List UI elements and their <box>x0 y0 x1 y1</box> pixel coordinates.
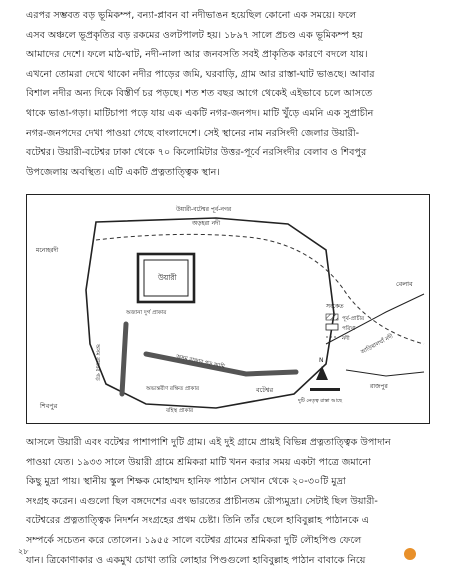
text-line: এরপর সম্ভবত বড় ভূমিকম্প, বন্যা-প্লাবন বা নদীভাঙন হয়েছিল কোনো এক সময়ে। ফলে <box>26 10 357 21</box>
site-map-drawing <box>26 194 430 424</box>
legend-item: নদী <box>342 336 350 342</box>
text-line: বিশাল নদীর অন্য দিকে বিস্তীর্ণ চর পড়ছে। শত শত বছর আগে থেকেই এইভাবে চলে আসতে <box>26 88 373 100</box>
page-number: ২৮ <box>18 547 29 556</box>
label-road-bottom: অসম রাজার গড় আমি <box>175 354 226 371</box>
text-line: যান। ত্রিকোণাকার ও একমুখ চোখা তারি লোহার পিণ্ডগুলো হাবিবুল্লাহ পাঠান বাবাকে নিয়ে <box>26 554 366 566</box>
text-line: আসলে উয়ারী এবং বটেশ্বর পাশাপাশি দুটি গ্রাম। এই দুই গ্রামে প্রায়ই বিভিন্ন প্রত্নতাত্ত্বিক উপাদান <box>26 437 391 448</box>
scale-text: দুটি নেতৃত্ব রাস্তা আছে <box>298 398 342 404</box>
text-line: পাওয়া যেত। ১৯৩৩ সালে উয়ারী গ্রামে শ্রমিকরা মাটি খনন করার সময় একটা পাত্রে জমানো <box>26 456 371 468</box>
legend-item: পরিখা <box>342 326 356 332</box>
text-line: থাকে ভাঙা-গড়া। মাটিচাপা পড়ে যায় এক একটি নগর-জনপদ। মাটি খুঁড়ে এমনি এক সুপ্রাচীন <box>26 107 374 119</box>
label-village-left: মনোহরদী <box>36 247 59 254</box>
legend-title: সংকেত <box>326 303 344 310</box>
text-line: কিছু মুদ্রা পায়। স্থানীয় স্কুল শিক্ষক মোহাম্মদ হানিফ পাঠান সেখান থেকে ২০-৩০টি মুদ্রা <box>26 476 346 488</box>
label-rajpur: রাজপুর <box>370 383 388 390</box>
north-label: N <box>319 357 324 364</box>
label-inner-wall: অভ্যন্তরীণ রক্ষিত প্রাকার <box>146 386 200 392</box>
label-road-top: উয়ারী-বটেশ্বর পূর্ব-নগর <box>176 206 232 213</box>
label-road-vertical: অসম রাজার গড় <box>94 344 100 381</box>
label-arialkhan: আড়িয়ালখাঁ নদী <box>360 333 395 356</box>
text-line: বটেশ্বরের প্রত্নতাত্ত্বিক নিদর্শন সংগ্রহের প্রথম চেষ্টা। তিনি তাঁর ছেলে হাবিবুল্লাহ পাঠানকে এ <box>26 515 370 527</box>
scale-bar <box>310 388 340 391</box>
label-river: অড়হরা নদী <box>192 220 221 227</box>
legend-item: পূর্ব-প্রাচীর <box>342 316 365 322</box>
text-line: সংগ্রহ করেন। এগুলো ছিল বঙ্গদেশের এবং ভারতের প্রাচীনতম রৌপ্যমুদ্রা। সেটাই ছিল উয়ারী- <box>26 495 378 507</box>
text-line: নগর-জনপদের দেখা পাওয়া গেছে বাংলাদেশে। সেই স্থানের নাম নরসিংদী জেলার উয়ারী- <box>26 127 360 139</box>
label-fort: উয়ারী <box>158 273 177 282</box>
text-line: এখনো তোমরা দেখে থাকো নদীর পাড়ের জমি, ঘরবাড়ি, গ্রাম আর রাস্তা-ঘাট ভাঙছে। আবার <box>26 68 375 80</box>
label-settlement: বটেশ্বর <box>256 386 274 394</box>
label-shibpur: শিবপুর <box>40 402 58 410</box>
text-line: সম্পর্কে সচেতন করে তোলেন। ১৯৫৫ সালে বটেশ্বর গ্রামের শ্রমিকরা দুটি লৌহপিণ্ড ফেলে <box>26 534 362 546</box>
text-line: এসব অঞ্চলে ভূপ্রকৃতির বড় রকমের ওলটপালট হয়। ১৮৯৭ সালে প্রচণ্ড এক ভূমিকম্প হয় <box>26 29 363 41</box>
site-map <box>26 194 430 424</box>
paragraph-history <box>26 433 430 570</box>
paragraph-intro <box>26 6 430 182</box>
label-fort-wall: অজানা দুর্গ প্রাকার <box>126 310 167 316</box>
text-line: উপজেলায় অবস্থিত। এটি একটি প্রত্নতাত্ত্বিক স্থান। <box>26 166 220 178</box>
text-line: আমাদের দেশে। ফলে মাঠ-ঘাট, নদী-নালা আর জনবসতি সবই প্রাকৃতিক কারণে বদলে যায়। <box>26 49 368 61</box>
text-line: বটেশ্বর। উয়ারী-বটেশ্বর ঢাকা থেকে ৭০ কিলোমিটার উত্তর-পূর্বে নরসিংদীর বেলাব ও শিবপুর <box>26 147 367 159</box>
legend-moat-swatch <box>326 324 338 330</box>
legend-wall-swatch <box>326 314 338 320</box>
label-belab: বেলাব <box>396 280 413 288</box>
corner-marker <box>404 548 416 560</box>
label-outer-wall: বহিস্থ প্রাকার <box>166 408 194 414</box>
